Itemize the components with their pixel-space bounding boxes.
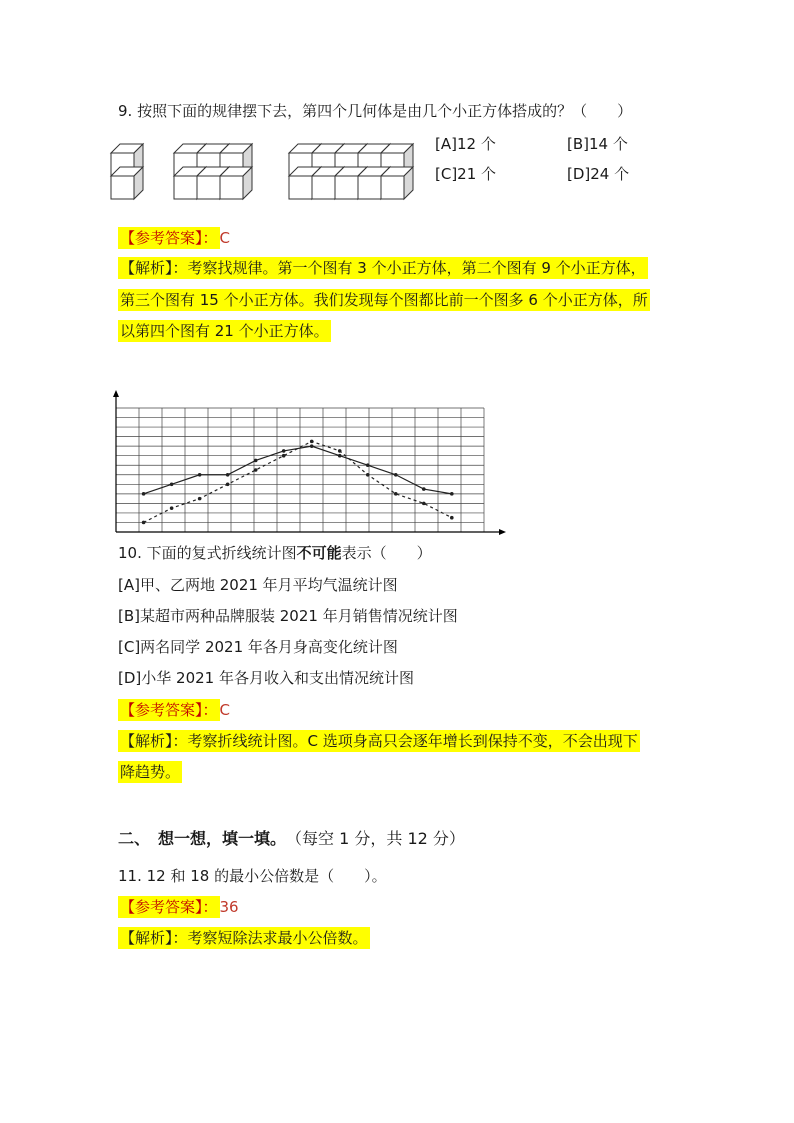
q10-analysis-1 [118, 731, 640, 751]
q9-option-c[interactable]: [C]21 个 [435, 165, 497, 183]
series-1-point [310, 444, 314, 448]
q10-analysis-text-1: 【解析】：考察折线统计图。C 选项身高只会逐年增长到保持不变，不会出现下 [120, 732, 638, 750]
q9-answer [118, 228, 230, 248]
series-1-point [142, 492, 146, 496]
q10-option-d[interactable]: [D]小华 2021 年各月收入和支出情况统计图 [118, 669, 414, 687]
series-1-point [450, 492, 454, 496]
series-2-point [450, 516, 454, 520]
q9-option-a[interactable]: [A]12 个 [435, 135, 496, 153]
series-2-point [310, 440, 314, 444]
series-1-point [198, 473, 202, 477]
q10-stem-after: 表示（ ） [341, 544, 432, 562]
q10-analysis-text-2: 降趋势。 [120, 763, 181, 781]
series-1-point [282, 449, 286, 453]
series-1-point [366, 463, 370, 467]
q11-analysis [118, 928, 370, 948]
q10-answer [118, 700, 230, 720]
q9-option-d[interactable]: [D]24 个 [567, 165, 630, 183]
q11-stem: 11. 12 和 18 的最小公倍数是（ ）。 [118, 867, 387, 885]
q9-option-b[interactable]: [B]14 个 [567, 135, 628, 153]
q11-answer-label: 【参考答案】： [120, 898, 218, 916]
series-2-point [254, 468, 258, 472]
q10-analysis-2 [118, 762, 182, 782]
section2-title: 二、 想一想，填一填。 [118, 829, 287, 848]
series-2-point [226, 483, 230, 487]
q10-stem-bold: 不可能 [296, 544, 342, 562]
q10-answer-value: C [219, 701, 230, 719]
q9-analysis-text-3: 以第四个图有 21 个小正方体。 [120, 322, 329, 340]
q10-stem [118, 543, 432, 563]
q9-analysis-3 [118, 321, 331, 341]
y-axis-arrow [113, 390, 119, 397]
q9-answer-label: 【参考答案】： [120, 229, 218, 247]
series-1-point [170, 483, 174, 487]
series-2-point [282, 454, 286, 458]
q11-analysis-text: 【解析】：考察短除法求最小公倍数。 [120, 929, 368, 947]
q9-analysis-text-1: 【解析】：考察找规律。第一个图有 3 个小正方体，第二个图有 9 个小正方体， [120, 259, 646, 277]
series-line-1 [144, 446, 452, 494]
series-2-point [338, 449, 342, 453]
q9-analysis-1 [118, 258, 648, 278]
series-1-point [254, 459, 258, 463]
series-2-point [170, 506, 174, 510]
series-2-point [142, 521, 146, 525]
line-chart [112, 392, 512, 542]
series-1-point [226, 473, 230, 477]
q9-stem: 9. 按照下面的规律摆下去，第四个几何体是由几个小正方体搭成的？（ ） [118, 102, 633, 120]
series-2-point [422, 502, 426, 506]
q9-analysis-text-2: 第三个图有 15 个小正方体。我们发现每个图都比前一个图多 6 个小正方体，所 [120, 291, 648, 309]
figure-2-cube [220, 167, 252, 199]
q10-option-b[interactable]: [B]某超市两种品牌服装 2021 年月销售情况统计图 [118, 607, 458, 625]
q11-answer-value: 36 [219, 898, 239, 916]
q10-option-c[interactable]: [C]两名同学 2021 年各月身高变化统计图 [118, 638, 398, 656]
series-2-point [198, 497, 202, 501]
section2-heading [118, 829, 465, 849]
series-1-point [422, 487, 426, 491]
q9-analysis-2 [118, 290, 650, 310]
x-axis-arrow [499, 529, 506, 535]
series-2-point [366, 473, 370, 477]
series-2-point [394, 492, 398, 496]
q10-option-a[interactable]: [A]甲、乙两地 2021 年月平均气温统计图 [118, 576, 398, 594]
q10-stem-before: 10. 下面的复式折线统计图 [118, 544, 297, 562]
section2-note: （每空 1 分，共 12 分） [294, 829, 465, 848]
q9-answer-value: C [219, 229, 230, 247]
series-1-point [394, 473, 398, 477]
cube-figures [108, 135, 428, 205]
q11-answer [118, 897, 239, 917]
q10-answer-label: 【参考答案】： [120, 701, 218, 719]
figure-1-cube [111, 167, 143, 199]
series-1-point [338, 454, 342, 458]
figure-3-cube [381, 167, 413, 199]
series-line-2 [144, 441, 452, 522]
